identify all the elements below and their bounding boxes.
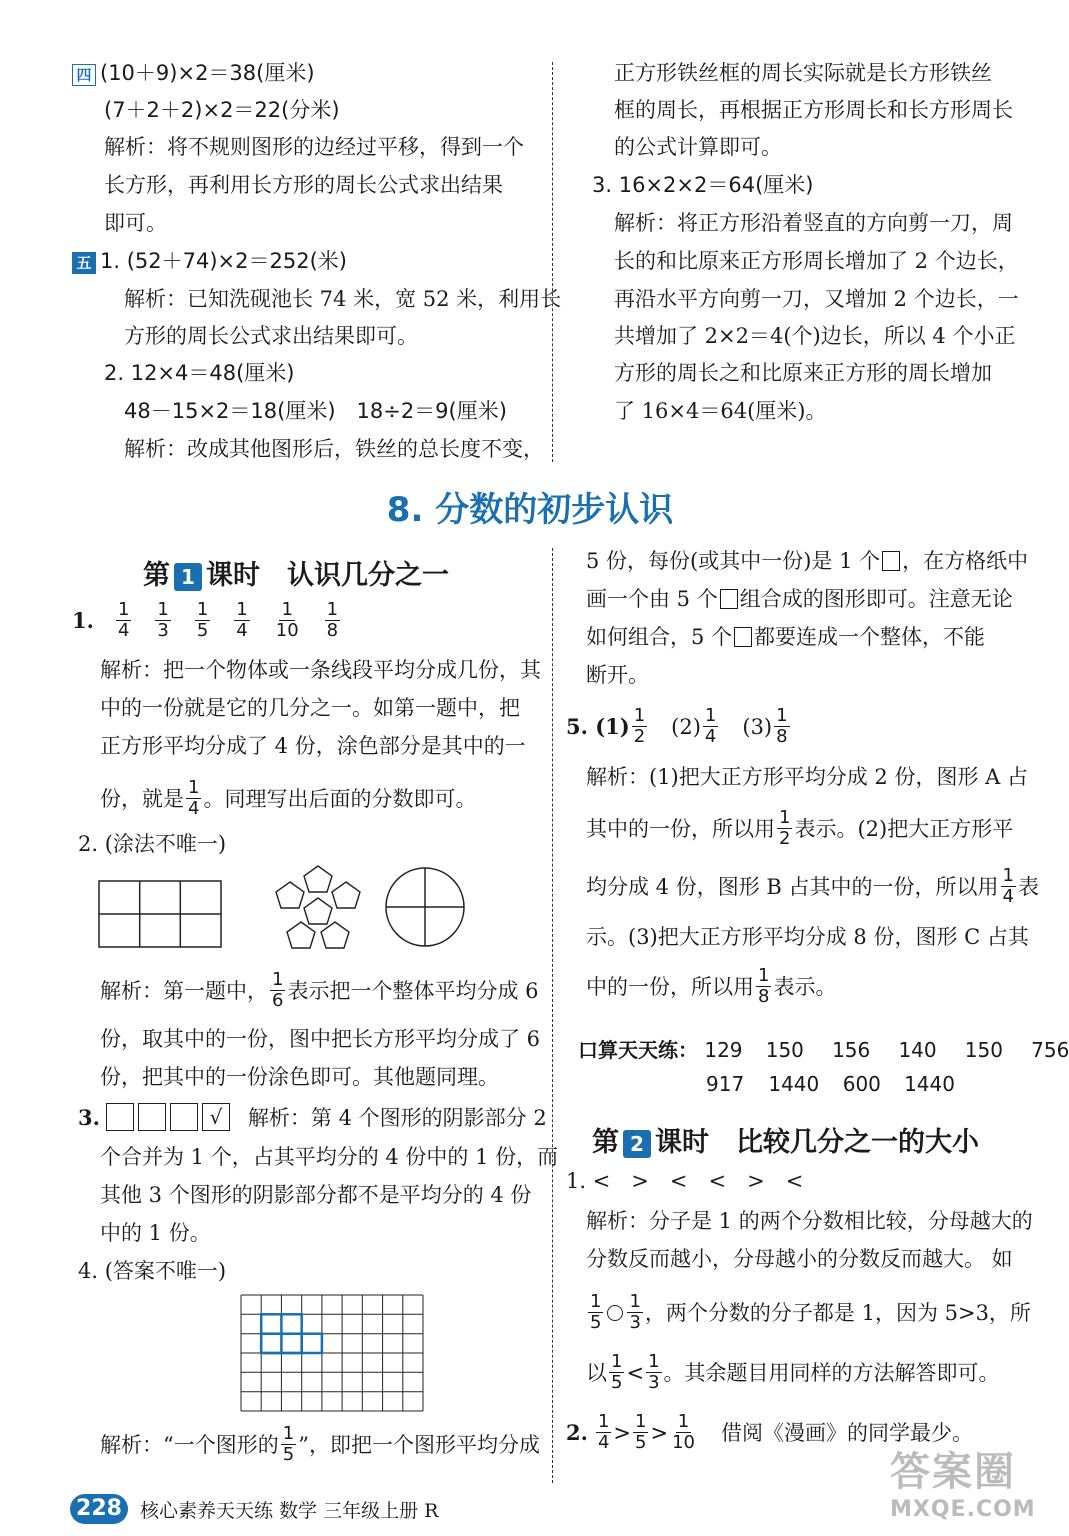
small-square-icon bbox=[882, 551, 900, 571]
l1-q1-analysis-1: 解析：把一个物体或一条线段平均分成几份，其 bbox=[100, 658, 541, 682]
fraction: $\frac{1}{4}$ bbox=[117, 599, 130, 641]
mental-math-row-2: 917 1440 600 1440 bbox=[706, 1072, 955, 1096]
l1-q2-analysis-1: 解析：第一题中， $\frac{1}{6}$ 表示把一个整体平均分成 6 bbox=[100, 969, 539, 1011]
q5-analysis-2: 方形的周长公式求出结果即可。 bbox=[124, 324, 418, 348]
right-top-line-3: 的公式计算即可。 bbox=[614, 135, 782, 159]
answer-box-empty bbox=[106, 1103, 134, 1131]
q5-line-3: 48－15×2＝18(厘米) 18÷2＝9(厘米) bbox=[124, 399, 507, 423]
right-top-line-8: 共增加了 2×2＝4(个)边长，所以 4 个小正 bbox=[614, 324, 1016, 348]
right-top-line-10: 了 16×4＝64(厘米)。 bbox=[614, 399, 827, 423]
column-divider-bottom bbox=[552, 548, 553, 1483]
answer-box-empty bbox=[170, 1103, 198, 1131]
q4-analysis-3: 即可。 bbox=[104, 211, 167, 235]
answer-box-checked: √ bbox=[202, 1103, 230, 1131]
right-top-line-2: 框的周长，再根据正方形周长和长方形周长 bbox=[614, 98, 1013, 122]
l1-q1-analysis-2: 中的一份就是它的几分之一。如第一题中，把 bbox=[100, 696, 520, 720]
l1-q2-analysis-2: 份，取其中的一份，图中把长方形平均分成了 6 bbox=[100, 1027, 541, 1051]
lesson-1-number: 1 bbox=[174, 563, 202, 591]
pentagons-figure bbox=[268, 862, 368, 958]
l2-q1-analysis-2: 分数反而越小，分母越小的分数反而越大。 如 bbox=[586, 1247, 1013, 1271]
book-title-footer: 核心素养天天练 数学 三年级上册 R bbox=[140, 1500, 439, 1522]
divided-rectangle-figure bbox=[98, 880, 222, 948]
q5-analysis-4: 示。(3)把大正方形平均分成 8 份，图形 C 占其 bbox=[586, 925, 1029, 949]
q4-line-1: 四 (10＋9)×2＝38(厘米) bbox=[72, 60, 315, 86]
l1-q1-analysis-4: 份，就是 $\frac{1}{4}$ 。同理写出后面的分数即可。 bbox=[100, 777, 477, 819]
right-top-line-1: 正方形铁丝框的周长实际就是长方形铁丝 bbox=[614, 61, 992, 85]
page-number: 228 bbox=[70, 1494, 128, 1524]
fraction: $\frac{1}{10}$ bbox=[275, 599, 299, 641]
l1-q3-analysis-2: 个合并为 1 个，占其平均分的 4 份中的 1 份，而 bbox=[100, 1145, 559, 1169]
q5-analysis-2: 其中的一份，所以用 $\frac{1}{2}$ 表示。(2)把大正方形平 bbox=[586, 807, 1014, 849]
divided-circle-figure bbox=[384, 866, 466, 948]
lesson-2-title: 第 2 课时 比较几分之一的大小 bbox=[592, 1127, 979, 1158]
l2-q1-analysis-1: 解析：分子是 1 的两个分数相比较，分母越大的 bbox=[586, 1209, 1033, 1233]
l1-q3-line-1: 3. √ 解析：第 4 个图形的阴影部分 2 bbox=[78, 1104, 547, 1130]
right-mid-line-4: 断开。 bbox=[586, 663, 649, 687]
l1-q1-analysis-3: 正方形平均分成了 4 份，涂色部分是其中的一 bbox=[100, 734, 526, 758]
answer-box-empty bbox=[138, 1103, 166, 1131]
drawn-shape bbox=[261, 1314, 322, 1353]
watermark-logo: 答案圈 MXQE.COM bbox=[890, 1449, 1036, 1522]
q5-analysis-3: 均分成 4 份，图形 B 占其中的一份，所以用 $\frac{1}{4}$ 表 bbox=[586, 865, 1039, 907]
fraction: $\frac{1}{4}$ bbox=[236, 599, 248, 641]
chapter-title: 8. 分数的初步认识 bbox=[386, 490, 674, 530]
q5-analysis-1: 解析：已知洗砚池长 74 米，宽 52 米，利用长 bbox=[124, 287, 562, 311]
lesson-2-number: 2 bbox=[623, 1130, 651, 1158]
l1-q4-analysis-1: 解析：“一个图形的 $\frac{1}{5}$ ”，即把一个图形平均分成 bbox=[100, 1423, 540, 1465]
l1-q2-analysis-3: 份，把其中的一份涂色即可。其他题同理。 bbox=[100, 1065, 499, 1089]
lesson-1-title: 第 1 课时 认识几分之一 bbox=[143, 560, 449, 591]
l1-q2-label: 2. (涂法不唯一) bbox=[78, 832, 227, 856]
section-tag-5: 五 bbox=[72, 252, 96, 274]
q5-analysis-1: 解析：(1)把大正方形平均分成 2 份，图形 A 占 bbox=[586, 765, 1028, 789]
right-top-line-4: 3. 16×2×2＝64(厘米) bbox=[592, 173, 814, 197]
l1-q3-analysis-4: 中的 1 份。 bbox=[100, 1221, 211, 1245]
q5-line-2: 2. 12×4＝48(厘米) bbox=[104, 361, 295, 385]
right-top-line-5: 解析：将正方形沿着竖直的方向剪一刀，周 bbox=[614, 211, 1013, 235]
right-mid-line-2: 画一个由 5 个 组合成的图形即可。注意无论 bbox=[586, 587, 1013, 611]
q5-answers: 5. (1) $\frac{1}{2}$ (2) $\frac{1}{4}$ (3) $\frac{1}{8}$ bbox=[566, 705, 788, 747]
compare-circle-icon bbox=[607, 1305, 623, 1321]
small-square-icon bbox=[734, 627, 752, 647]
section-tag-4: 四 bbox=[72, 64, 96, 86]
l1-q3-analysis-3: 其他 3 个图形的阴影部分都不是平均分的 4 份 bbox=[100, 1183, 532, 1207]
l2-q1-analysis-3: $\frac{1}{5}$ $\frac{1}{3}$ ，两个分数的分子都是 1，因为 5>3，所 bbox=[590, 1291, 1031, 1333]
right-top-line-6: 长的和比原来正方形周长增加了 2 个边长， bbox=[614, 249, 1019, 273]
q4-line-2: (7＋2＋2)×2＝22(分米) bbox=[104, 98, 340, 122]
column-divider-top bbox=[552, 62, 553, 462]
right-top-line-9: 方形的周长之和比原来正方形的周长增加 bbox=[614, 361, 992, 385]
l1-q4-label: 4. (答案不唯一) bbox=[78, 1259, 227, 1283]
right-mid-line-3: 如何组合，5 个 都要连成一个整体，不能 bbox=[586, 625, 986, 649]
fraction: $\frac{1}{8}$ bbox=[326, 599, 339, 641]
right-mid-line-1: 5 份，每份(或其中一份)是 1 个 ，在方格纸中 bbox=[586, 549, 1029, 573]
q5-analysis-3: 解析：改成其他图形后，铁丝的总长度不变， bbox=[124, 437, 544, 461]
mental-math-row-1: 口算天天练： 129 150 156 140 150 756 bbox=[578, 1038, 1069, 1062]
fraction: $\frac{1}{5}$ bbox=[196, 599, 209, 641]
grid-paper-figure bbox=[240, 1294, 424, 1412]
q4-analysis-1: 解析：将不规则图形的边经过平移，得到一个 bbox=[104, 135, 524, 159]
q4-analysis-2: 长方形，再利用长方形的周长公式求出结果 bbox=[104, 173, 503, 197]
l2-q1-analysis-4: 以 $\frac{1}{5}$ < $\frac{1}{3}$ 。其余题目用同样的方法解答即可。 bbox=[586, 1351, 1000, 1393]
q1-answer-fractions: 1. $\frac{1}{4}$ $\frac{1}{3}$ $\frac{1}{5}$ $\frac{1}{4}$ $\frac{1}{10}$ $\frac{1}{8}$ bbox=[72, 599, 339, 641]
l2-q2-answer: 2. $\frac{1}{4}$ > $\frac{1}{5}$ > $\frac{1}{10}$ 借阅《漫画》的同学最少。 bbox=[566, 1411, 973, 1453]
small-square-icon bbox=[720, 589, 738, 609]
fraction: $\frac{1}{3}$ bbox=[157, 599, 169, 641]
q5-analysis-5: 中的一份，所以用 $\frac{1}{8}$ 表示。 bbox=[586, 965, 837, 1007]
right-top-line-7: 再沿水平方向剪一刀，又增加 2 个边长，一 bbox=[614, 287, 1019, 311]
l2-q1-answer: 1. < > < < > < bbox=[566, 1169, 804, 1193]
q5-line-1: 五 1. (52＋74)×2＝252(米) bbox=[72, 248, 347, 274]
